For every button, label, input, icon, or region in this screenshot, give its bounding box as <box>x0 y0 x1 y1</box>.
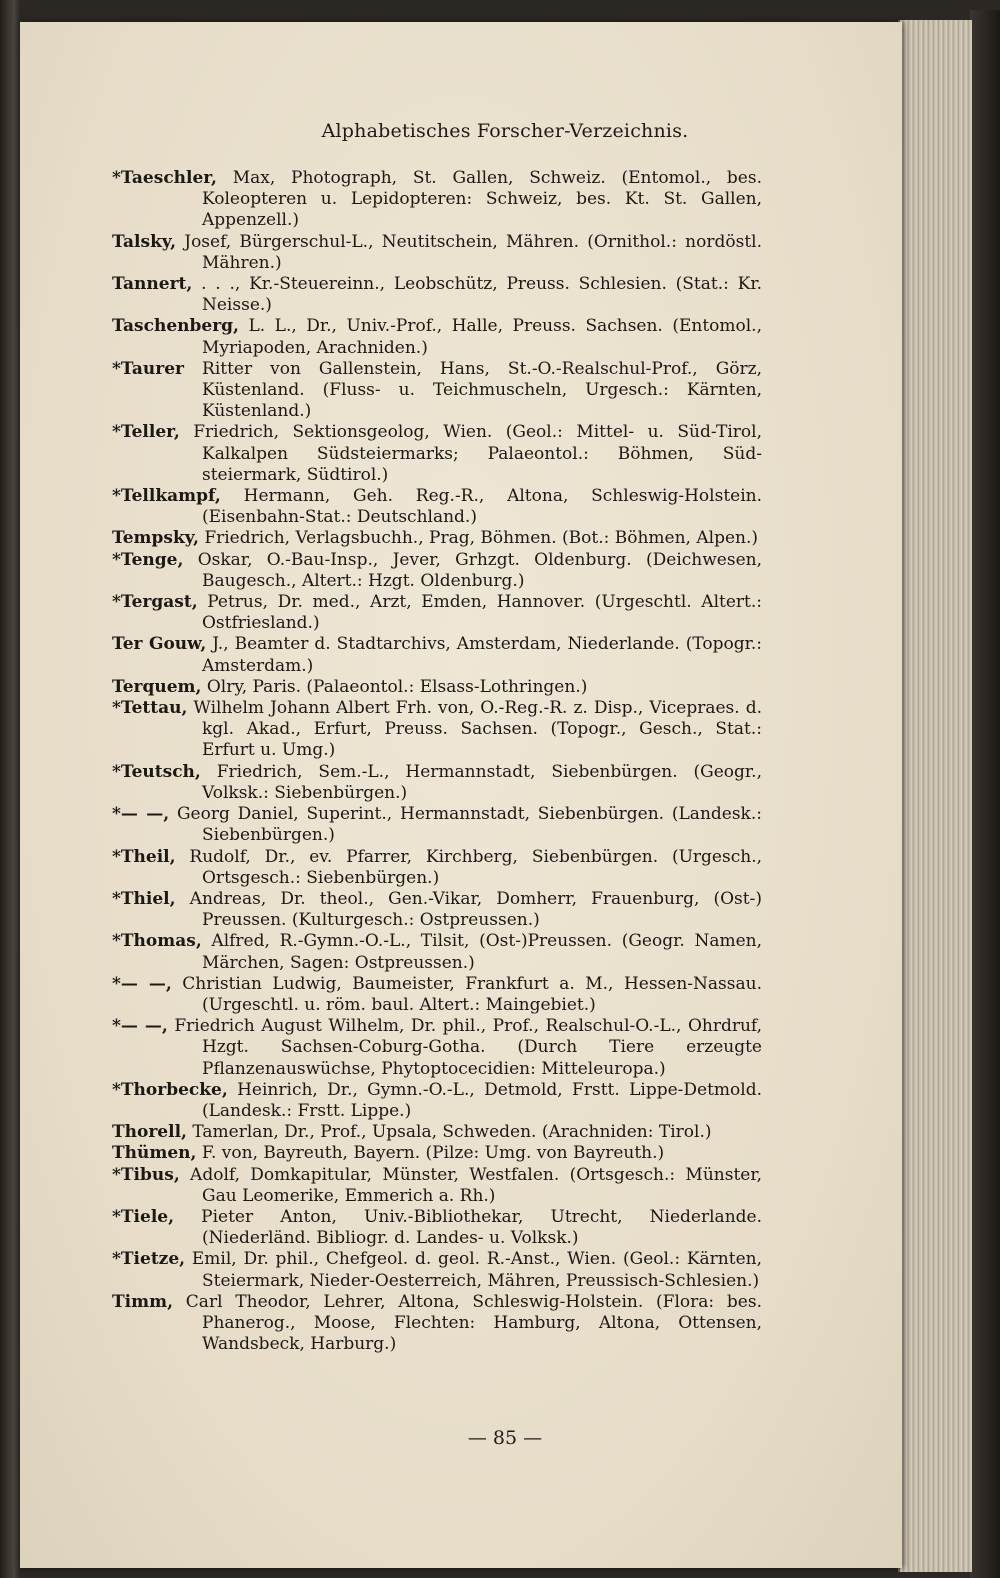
entry-text: F. von, Bayreuth, Bayern. (Pilze: Umg. von Bayreuth.) <box>196 1143 665 1164</box>
entry-name: Thümen, <box>112 1143 197 1164</box>
list-item <box>112 359 762 423</box>
entry-text: Oskar, O.-Bau-Insp., Jever, Grhzgt. Oldenburg. (Deichwesen, Baugesch., Altert.: Hzgt. Oldenburg.) <box>183 549 762 591</box>
entry-name: Ter Gouw, <box>112 634 207 655</box>
list-item <box>112 1080 762 1122</box>
list-item <box>112 1249 762 1291</box>
entry-name: *Taurer <box>112 358 185 379</box>
list-item <box>112 762 762 804</box>
entry-text: Max, Photograph, St. Gallen, Schweiz. (Entomol., bes. Koleopteren u. Lepidopteren: Schweiz, bes. Kt. St. Gallen, Appenzell.) <box>202 168 762 231</box>
list-item <box>112 634 762 676</box>
entry-name: Terquem, <box>112 676 202 697</box>
entry-text: Friedrich, Sem.-L., Hermannstadt, Siebenbürgen. (Geogr., Volksk.: Siebenbürgen.) <box>200 761 762 803</box>
entry-name: *Thiel, <box>112 888 176 909</box>
list-item <box>112 528 762 549</box>
entry-name: *— —, <box>112 804 170 825</box>
entry-text: Ritter von Gallenstein, Hans, St.-O.-Realschul-Prof., Görz, Küstenland. (Fluss- u. Teichmuscheln, Urgesch.: Kärnten, Küstenland.) <box>184 358 762 422</box>
entry-text: Hermann, Geh. Reg.-R., Altona, Schleswig-Holstein. (Eisenbahn-Stat.: Deutschland.) <box>202 486 762 528</box>
entry-name: *Teller, <box>112 422 180 443</box>
list-item <box>112 1292 762 1356</box>
entry-text: Olry, Paris. (Palaeontol.: Elsass-Lothringen.) <box>201 676 588 697</box>
entry-text: Heinrich, Dr., Gymn.-O.-L., Detmold, Frstt. Lippe-Detmold. (Landesk.: Frstt. Lippe.) <box>202 1079 762 1121</box>
list-item <box>112 316 762 358</box>
entry-text: Rudolf, Dr., ev. Pfarrer, Kirchberg, Siebenbürgen. (Urgesch., Ortsgesch.: Siebenbürgen.) <box>175 846 762 888</box>
entry-text: Carl Theodor, Lehrer, Altona, Schleswig-Holstein. (Flora: bes. Phanerog., Moose, Flechten: Hamburg, Altona, Ottensen, Wandsbeck, Harburg.) <box>173 1291 762 1355</box>
entry-name: *Tibus, <box>112 1164 180 1185</box>
entry-text: Josef, Bürgerschul-L., Neutitschein, Mähren. (Ornithol.: nordöstl. Mähren.) <box>176 231 762 273</box>
list-item <box>112 232 762 274</box>
entry-name: *Tettau, <box>112 698 188 719</box>
entry-text: Friedrich, Verlagsbuchh., Prag, Böhmen. (Bot.: Böhmen, Alpen.) <box>198 528 758 549</box>
entry-text: Friedrich August Wilhelm, Dr. phil., Prof., Realschul-O.-L., Ohrdruf, Hzgt. Sachsen-Coburg-Gotha. (Durch Tiere erzeugte Pflanzenauswüchse, Phytoptocecidien: Mitteleuropa.) <box>167 1016 763 1079</box>
entry-text: J., Beamter d. Stadtarchivs, Amsterdam, Niederlande. (Topogr.: Amsterdam.) <box>202 634 762 676</box>
entry-text: Emil, Dr. phil., Chefgeol. d. geol. R.-Anst., Wien. (Geol.: Kärnten, Steiermark, Nieder-Oesterreich, Mähren, Preussisch-Schlesien.) <box>185 1249 762 1291</box>
entry-name: *Tietze, <box>112 1249 186 1270</box>
entry-name: *Theil, <box>112 846 176 867</box>
list-item <box>112 698 762 762</box>
entry-name: Timm, <box>112 1291 174 1312</box>
list-item <box>112 931 762 973</box>
entry-text: Pieter Anton, Univ.-Bibliothekar, Utrecht, Niederlande. (Niederländ. Bibliogr. d. Landes- u. Volksk.) <box>174 1206 762 1249</box>
list-item <box>112 974 762 1016</box>
entry-text: . . ., Kr.-Steuereinn., Leobschütz, Preuss. Schlesien. (Stat.: Kr. Neisse.) <box>192 274 762 316</box>
entry-text: Adolf, Domkapitular, Münster, Westfalen. (Ortsgesch.: Münster, Gau Leomerike, Emmerich a. Rh.) <box>179 1164 762 1206</box>
entry-name: *Tenge, <box>112 549 184 570</box>
entry-text: L. L., Dr., Univ.-Prof., Halle, Preuss. Sachsen. (Entomol., Myriapoden, Arachniden.) <box>202 316 762 358</box>
entry-name: *Thorbecke, <box>112 1079 228 1100</box>
list-item <box>112 1207 762 1249</box>
list-item <box>112 1016 762 1080</box>
list-item <box>112 486 762 528</box>
entry-text: Wilhelm Johann Albert Frh. von, O.-Reg.-R. z. Disp., Vicepraes. d. kgl. Akad., Erfurt, Preuss. Sachsen. (Topogr., Gesch., Stat.: Erfurt u. Umg.) <box>187 698 762 761</box>
entry-name: *Tergast, <box>112 592 198 613</box>
entry-name: Talsky, <box>112 231 177 252</box>
entry-list <box>112 168 762 1355</box>
page-edges <box>898 20 972 1572</box>
list-item <box>112 550 762 592</box>
list-item <box>112 422 762 486</box>
binding-shadow <box>970 10 1000 1578</box>
entry-name: Thorell, <box>112 1122 187 1143</box>
entry-name: *Taeschler, <box>112 168 217 188</box>
entry-name: *Thomas, <box>112 931 202 952</box>
entry-name: Tempsky, <box>112 528 199 549</box>
running-header: Alphabetisches Forscher-Verzeichnis. <box>321 120 689 142</box>
list-item <box>112 1165 762 1207</box>
entry-text: Petrus, Dr. med., Arzt, Emden, Hannover. (Urgeschtl. Altert.: Ostfriesland.) <box>197 592 762 634</box>
entry-name: Tannert, <box>112 274 193 295</box>
entry-name: *— —, <box>112 1016 168 1037</box>
page-number: — 85 — <box>467 1427 543 1449</box>
entry-text: Andreas, Dr. theol., Gen.-Vikar, Domherr, Frauenburg, (Ost-) Preussen. (Kulturgesch.: Ostpreussen.) <box>175 888 762 931</box>
entry-name: *Teutsch, <box>112 761 201 782</box>
list-item <box>112 804 762 846</box>
entry-text: Friedrich, Sektionsgeolog, Wien. (Geol.: Mittel- u. Süd-Tirol, Kalkalpen Südsteiermarks; Palaeontol.: Böhmen, Süd-steiermark, Südtirol.) <box>179 422 762 485</box>
list-item <box>112 1143 762 1164</box>
list-item <box>112 1122 762 1143</box>
entry-text: Georg Daniel, Superint., Hermannstadt, Siebenbürgen. (Landesk.: Siebenbürgen.) <box>169 804 762 846</box>
entry-name: *Tellkampf, <box>112 486 221 507</box>
list-item <box>112 889 762 931</box>
list-item <box>112 274 762 316</box>
entry-text: Christian Ludwig, Baumeister, Frankfurt a. M., Hessen-Nassau. (Urgeschtl. u. röm. baul. Altert.: Maingebiet.) <box>171 973 762 1015</box>
entry-text: Alfred, R.-Gymn.-O.-L., Tilsit, (Ost-)Preussen. (Geogr. Namen, Märchen, Sagen: Ostpreussen.) <box>201 931 762 973</box>
list-item <box>112 592 762 634</box>
entry-name: *— —, <box>112 973 172 994</box>
entry-text: Tamerlan, Dr., Prof., Upsala, Schweden. (Arachniden: Tirol.) <box>186 1122 712 1143</box>
entry-name: *Tiele, <box>112 1206 175 1227</box>
list-item <box>112 847 762 889</box>
entry-name: Taschenberg, <box>112 316 239 337</box>
list-item <box>112 168 762 232</box>
list-item <box>112 677 762 698</box>
